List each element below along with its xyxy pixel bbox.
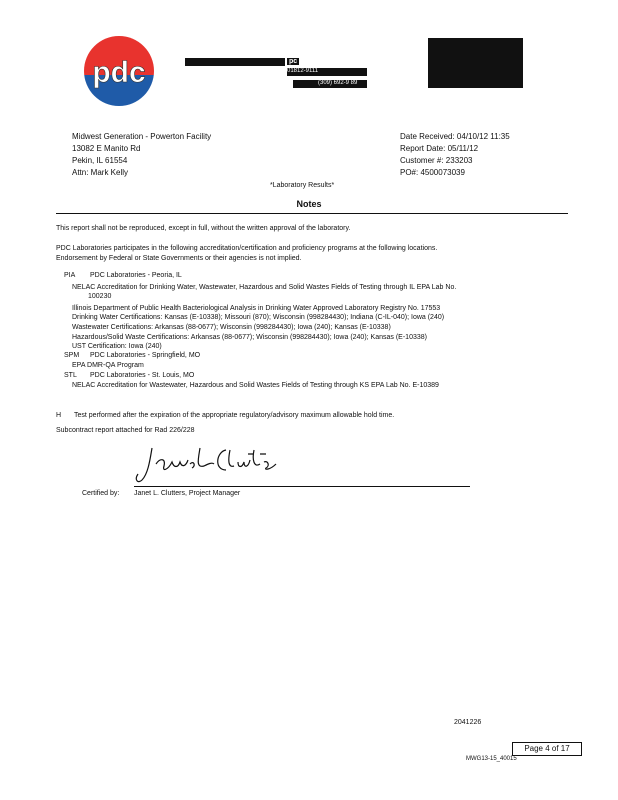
intro-line: Endorsement by Federal or State Governments or their agencies is not implied. — [56, 255, 302, 262]
stamp-block — [428, 38, 523, 88]
client-address-line: 13082 E Manito Rd — [72, 144, 141, 153]
redacted-block — [185, 58, 285, 66]
document-id: MWG13-15_40015 — [466, 756, 517, 762]
acc-line: NELAC Accreditation for Drinking Water, Wastewater, Hazardous and Solid Wastes Fields of Testing through IL EPA Lab No. — [72, 284, 457, 291]
acc-line: NELAC Accreditation for Wastewater, Hazardous and Solid Wastes Fields of Testing through KS EPA Lab No. E-10389 — [72, 382, 439, 389]
acc-line: EPA DMR-QA Program — [72, 362, 144, 369]
fax-fragment: (309) 692-9 89 — [318, 80, 358, 86]
phone-fragment: 01812-9111 — [287, 68, 319, 74]
client-name: Midwest Generation - Powerton Facility — [72, 132, 212, 141]
acc-line: Hazardous/Solid Waste Certifications: Arkansas (88-0677); Wisconsin (998284430); Iowa (240); Kansas (E-10338) — [72, 334, 427, 341]
acc-code: PIA — [64, 272, 76, 279]
certified-label: Certified by: — [82, 490, 120, 497]
pdc-logo — [80, 35, 158, 107]
date-received: Date Received: 04/10/12 11:35 — [400, 132, 510, 141]
subcontract-note: Subcontract report attached for Rad 226/228 — [56, 427, 195, 434]
lab-results-label: *Laboratory Results* — [270, 182, 335, 189]
qualifier-code: H — [56, 412, 62, 419]
intro-line: PDC Laboratories participates in the following accreditation/certification and proficiency programs at the following locations. — [56, 245, 438, 252]
client-city: Pekin, IL 61554 — [72, 156, 128, 165]
lab-name-fragment: pc — [289, 58, 298, 65]
customer-number: Customer #: 233203 — [400, 156, 473, 165]
acc-line: 100230 — [88, 293, 112, 300]
qualifier-text: Test performed after the expiration of the appropriate regulatory/advisory maximum allowable hold time. — [74, 412, 395, 419]
logo-text: pdc — [92, 56, 146, 89]
acc-name: PDC Laboratories - St. Louis, MO — [90, 372, 195, 379]
notes-title: Notes — [296, 199, 322, 209]
client-address — [72, 131, 211, 179]
acc-line: Wastewater Certifications: Arkansas (88-0677); Wisconsin (998284430); Iowa (240); Kansas (E-10338) — [72, 324, 391, 331]
report-info — [400, 131, 510, 179]
acc-line: Illinois Department of Public Health Bacteriological Analysis in Drinking Water Approved Laboratory Registry No. 17553 — [72, 305, 441, 312]
divider — [56, 213, 568, 214]
signature-image — [130, 440, 280, 488]
page-number: Page 4 of 17 — [512, 742, 582, 756]
acc-line: Drinking Water Certifications: Kansas (E-10338); Missouri (870); Wisconsin (998284430); Indiana (C-IL-040); Iowa (240) — [72, 314, 445, 321]
footer-code: 2041226 — [454, 719, 482, 726]
acc-code: STL — [64, 372, 77, 379]
signature-line — [134, 486, 470, 487]
po-number: PO#: 4500073039 — [400, 168, 465, 177]
acc-line: UST Certification: Iowa (240) — [72, 343, 162, 350]
acc-name: PDC Laboratories - Peoria, IL — [90, 272, 182, 279]
disclaimer: This report shall not be reproduced, except in full, without the written approval of the laboratory. — [56, 225, 351, 232]
client-attn: Attn: Mark Kelly — [72, 168, 129, 177]
certifier-name: Janet L. Clutters, Project Manager — [134, 490, 241, 497]
acc-name: PDC Laboratories - Springfield, MO — [90, 352, 201, 359]
acc-code: SPM — [64, 352, 80, 359]
report-date: Report Date: 05/11/12 — [400, 144, 479, 153]
